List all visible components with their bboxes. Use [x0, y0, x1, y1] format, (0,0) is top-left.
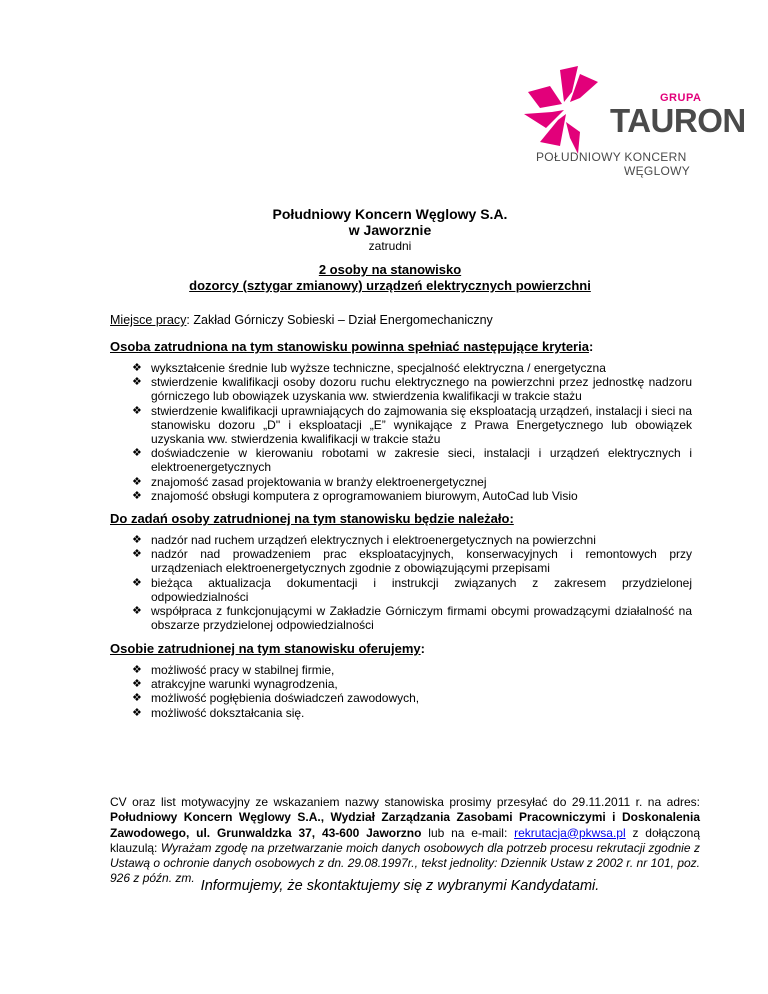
cv-instructions: CV oraz list motywacyjny ze wskazaniem nazwy stanowiska prosimy przesyłać do 29.11.2011 r. na adres: Południowy Koncern Węglowy S.A., Wydział Zarządzania Zasobami Pracowniczymi i Doskonalenia Zawodowego, ul. Grunwaldzka 37, 43-600 Jaworzno lub na e-mail: rekrutacja@pkwsa.pl z dołączoną klauzulą: Wyrażam zgodę na przetwarzanie moich danych osobowych dla potrzeb procesu rekrutacji zgodnie z Ustawą o ochronie danych osobowych z dn. 29.08.1997r., tekst jednolity: Dziennik Ustaw z 2002 r. nr 101, poz. 926 z późn. zm.	[110, 795, 700, 886]
logo-subtitle-line1: POŁUDNIOWY KONCERN	[536, 150, 687, 164]
workplace-line	[110, 312, 690, 328]
diamond-bullet-icon: ❖	[132, 447, 142, 460]
tauron-logo	[520, 62, 746, 182]
logo-subtitle-line2: WĘGLOWY	[624, 164, 691, 178]
list-item: ❖ współpraca z funkcjonującymi w Zakładzie Górniczym firmami obcymi prowadzącymi działalność na obszarze przydzielonej odpowiedzialności	[132, 604, 692, 633]
closing-note: Informujemy, że skontaktujemy się z wybranymi Kandydatami.	[200, 878, 600, 894]
list-item: ❖ możliwość dokształcania się.	[132, 705, 305, 720]
diamond-bullet-icon: ❖	[132, 706, 142, 719]
diamond-bullet-icon: ❖	[132, 678, 142, 691]
diamond-bullet-icon: ❖	[132, 534, 142, 546]
hiring-verb: zatrudni	[368, 239, 412, 253]
email-link[interactable]: rekrutacja@pkwsa.pl	[514, 825, 626, 840]
criteria-heading: Osoba zatrudniona na tym stanowisku powinna spełniać następujące kryteria:	[110, 339, 594, 354]
postal-address: Południowy Koncern Węglowy S.A., Wydział Zarządzania Zasobami Pracowniczymi i Doskonalenia Zawodowego, ul. Grunwaldzka 37, 43-600 Jaworzno	[110, 810, 700, 840]
positions-count: 2 osoby na stanowisko	[318, 262, 462, 277]
workplace-label: Miejsce pracy	[110, 313, 187, 327]
diamond-bullet-icon: ❖	[132, 404, 142, 417]
list-item: ❖ stwierdzenie kwalifikacji osoby dozoru ruchu elektrycznego na powierzchni przez jednostkę nadzoru górniczego lub obowiązek uzyskania ww. stwierdzenia kwalifikacji w trakcie stażu	[132, 375, 692, 404]
logo-tauron-text: TAURON	[610, 102, 746, 139]
diamond-bullet-icon: ❖	[132, 489, 142, 502]
criteria-title: Osoba zatrudniona na tym stanowisku powinna spełniać następujące kryteria	[110, 339, 589, 354]
company-name: Południowy Koncern Węglowy S.A.	[272, 206, 508, 222]
list-item: ❖ stwierdzenie kwalifikacji uprawniających do zajmowania się eksploatacją urządzeń, instalacji i sieci na stanowisku dozoru „D'' i eksploatacji „E” wynikające z Prawa Energetycznego lub obowiązek uzyskania ww. stwierdzenia kwalifikacji w trakcie stażu	[132, 403, 692, 447]
list-item: ❖ doświadczenie w kierowaniu robotami w zakresie sieci, instalacji i urządzeń elektrycznych i elektroenergetycznych	[132, 446, 692, 475]
diamond-bullet-icon: ❖	[132, 692, 142, 705]
job-title: dozorcy (sztygar zmianowy) urządzeń elektrycznych powierzchni	[189, 278, 591, 293]
logo-grupa-text: GRUPA	[660, 92, 702, 104]
diamond-bullet-icon: ❖	[132, 664, 142, 676]
company-city: w Jaworznie	[348, 222, 432, 238]
diamond-bullet-icon: ❖	[132, 548, 142, 561]
list-item: ❖ bieżąca aktualizacja dokumentacji i instrukcji związanych z zakresem przydzielonej odpowiedzialności	[132, 575, 692, 604]
offer-title: Osobie zatrudnionej na tym stanowisku oferujemy	[110, 641, 421, 656]
duties-list	[132, 533, 692, 632]
list-item: ❖ możliwość pogłębienia doświadczeń zawodowych,	[132, 691, 420, 706]
tauron-flower-icon	[520, 62, 620, 162]
list-item: ❖ znajomość zasad projektowania w branży elektroenergetycznej	[132, 474, 487, 489]
list-item: ❖ możliwość pracy w stabilnej firmie,	[132, 663, 335, 677]
duties-heading: Do zadań osoby zatrudnionej na tym stanowisku będzie należało:	[110, 511, 514, 526]
consent-clause: Wyrażam zgodę na przetwarzanie moich danych osobowych dla potrzeb procesu rekrutacji zgodnie z Ustawą o ochronie danych osobowych z dn. 29.08.1997r., tekst jednolity: Dziennik Ustaw z 2002 r. nr 101, poz. 926 z późn. zm.	[110, 840, 700, 886]
diamond-bullet-icon: ❖	[132, 376, 142, 389]
offer-heading: Osobie zatrudnionej na tym stanowisku oferujemy:	[110, 641, 425, 656]
offer-list	[132, 663, 692, 720]
list-item: ❖ nadzór nad ruchem urządzeń elektrycznych i elektroenergetycznych na powierzchni	[132, 533, 596, 547]
list-item: ❖ nadzór nad prowadzeniem prac eksploatacyjnych, konserwacyjnych i remontowych przy urządzeniach elektroenergetycznych zgodnie z obowiązującymi przepisami	[132, 547, 692, 576]
list-item: ❖ wykształcenie średnie lub wyższe techniczne, specjalność elektryczna / energetyczna	[132, 361, 606, 375]
workplace-value: : Zakład Górniczy Sobieski – Dział Energomechaniczny	[186, 313, 493, 327]
criteria-list	[132, 361, 692, 503]
list-item: ❖ znajomość obsługi komputera z oprogramowaniem biurowym, AutoCad lub Visio	[132, 488, 578, 503]
diamond-bullet-icon: ❖	[132, 576, 142, 589]
diamond-bullet-icon: ❖	[132, 362, 142, 374]
list-item: ❖ atrakcyjne warunki wynagrodzenia,	[132, 677, 338, 692]
diamond-bullet-icon: ❖	[132, 605, 142, 618]
diamond-bullet-icon: ❖	[132, 475, 142, 488]
